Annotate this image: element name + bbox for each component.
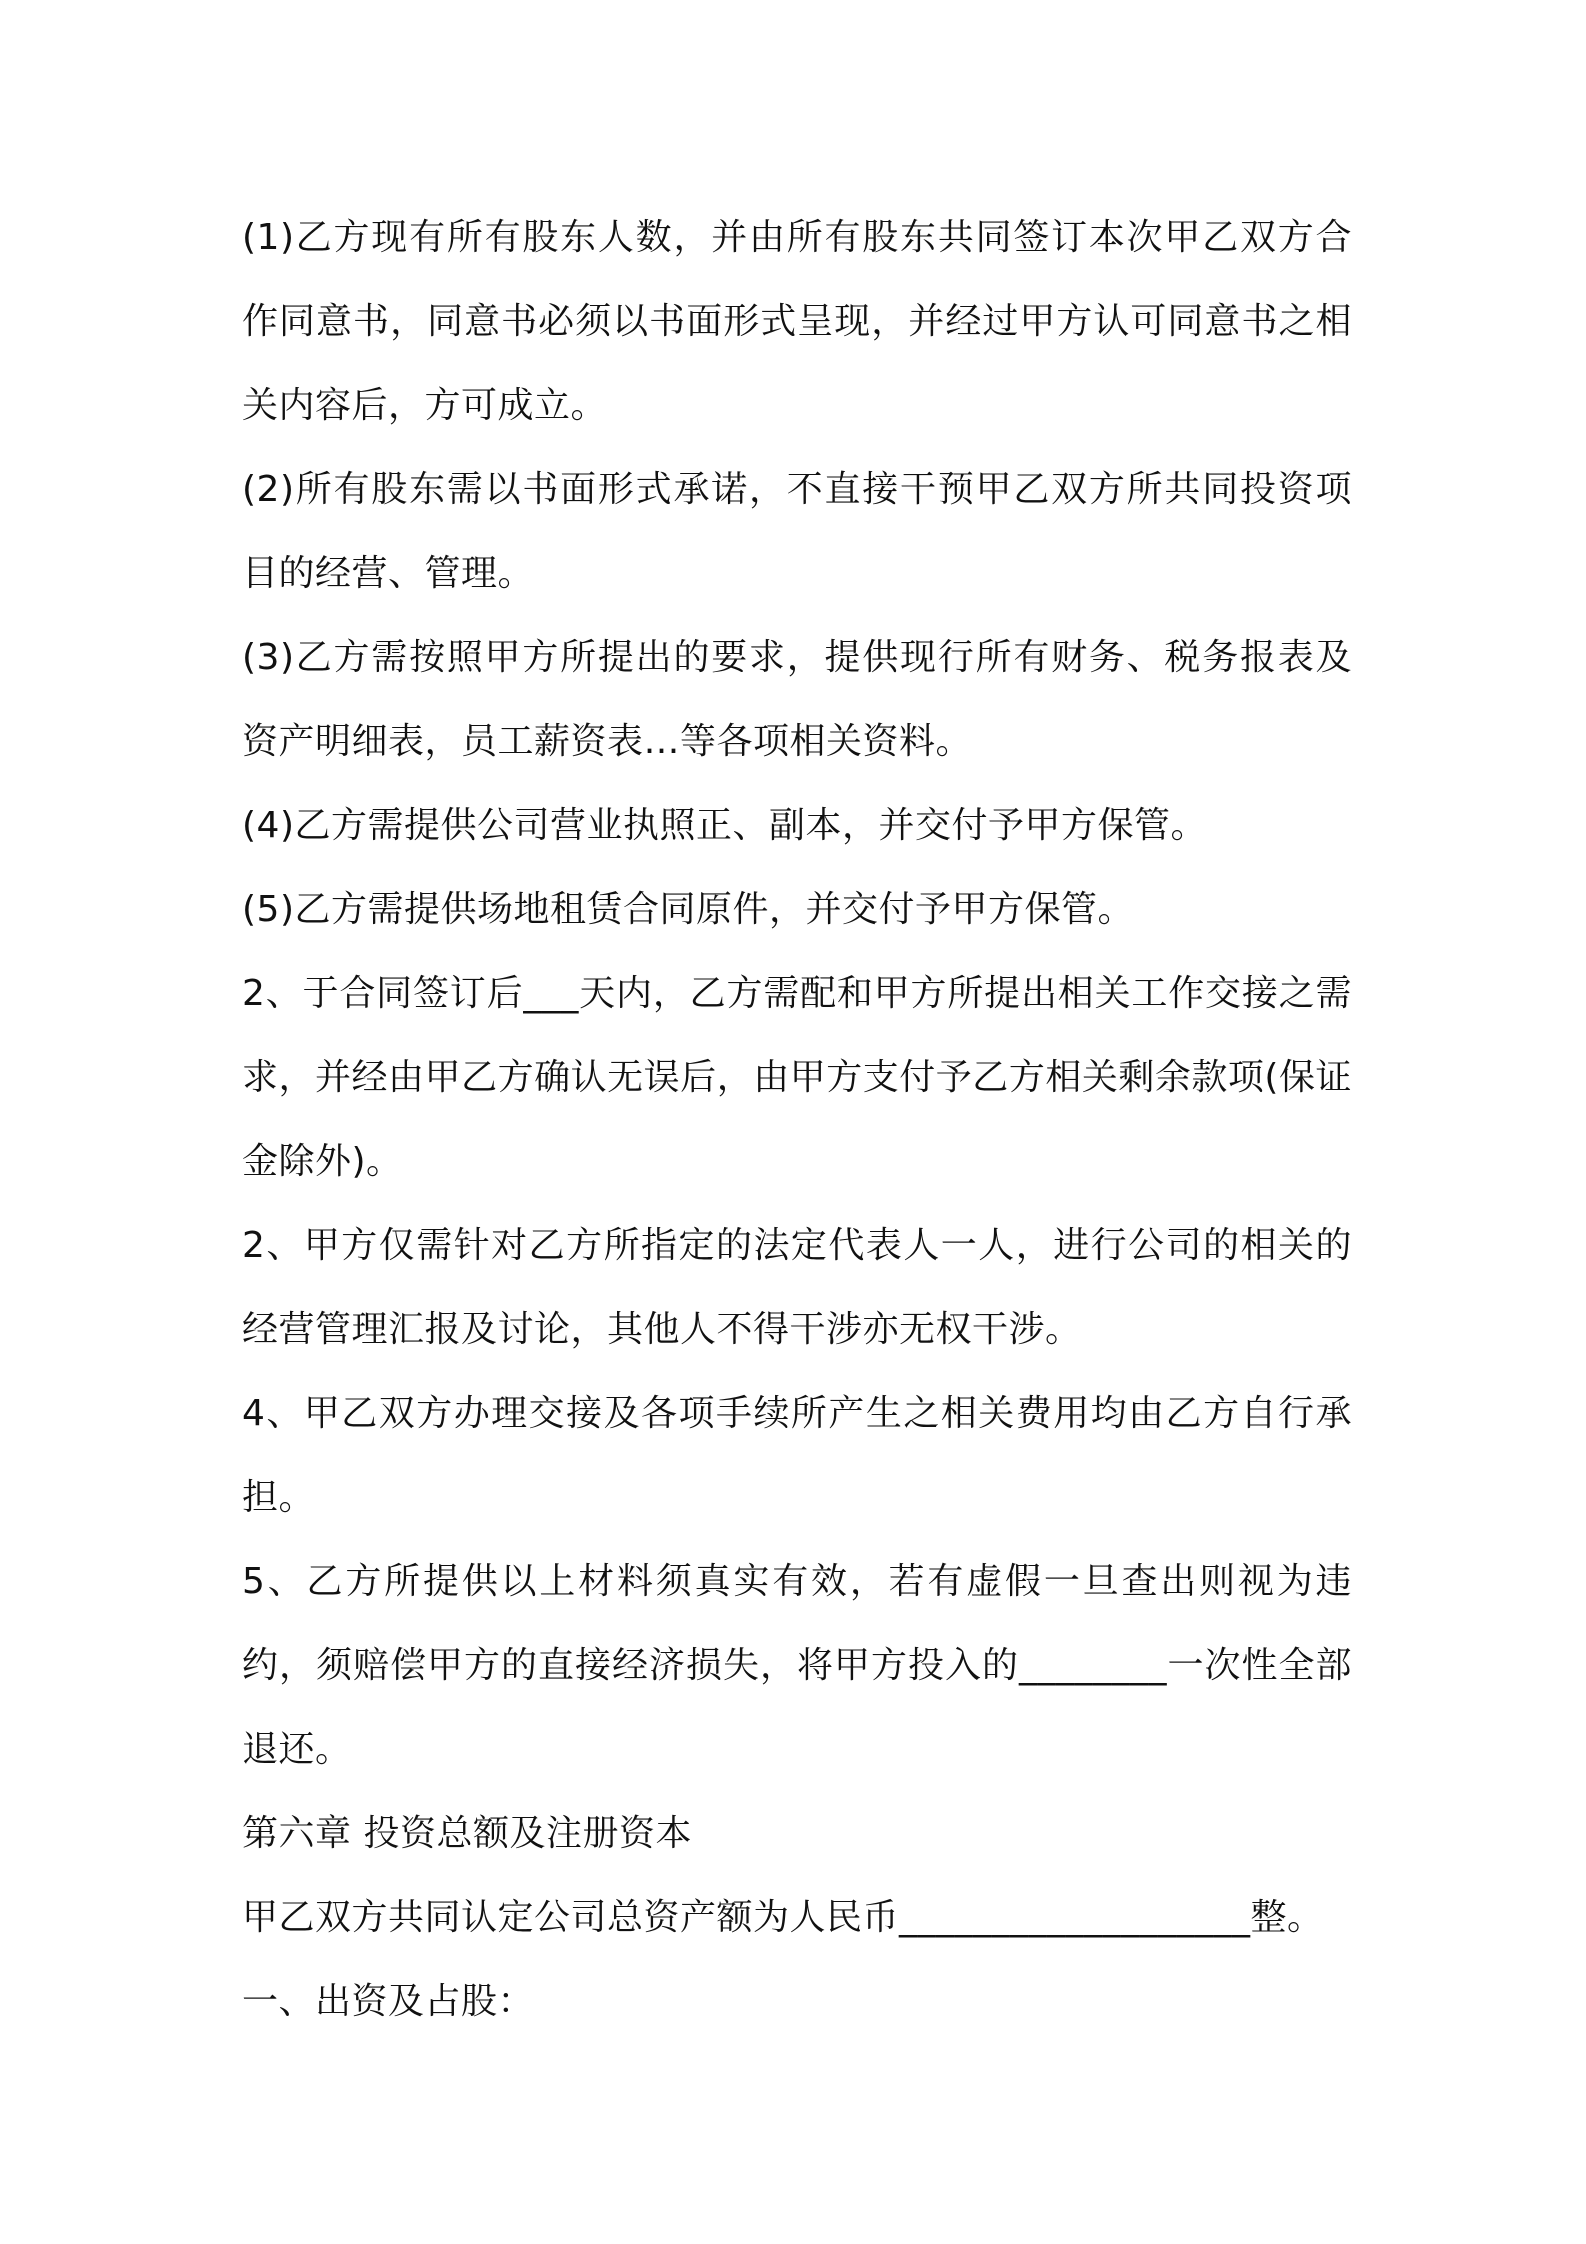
paragraph-shareholder-commitment: (2)所有股东需以书面形式承诺，不直接干预甲乙双方所共同投资项目的经营、管理。 [242,469,1352,594]
paragraph-material-authenticity: 5、乙方所提供以上材料须真实有效，若有虚假一旦查出则视为违约，须赔偿甲方的直接经济损失，将甲方投入的________一次性全部退还。 [242,1561,1352,1770]
paragraph-business-license: (4)乙方需提供公司营业执照正、副本，并交付予甲方保管。 [242,805,1207,846]
section-heading-capital-contribution: 一、出资及占股： [242,1981,535,2022]
paragraph-total-assets: 甲乙双方共同认定公司总资产额为人民币___________________整。 [242,1897,1324,1938]
document-body [242,196,1352,2044]
paragraph-handover-payment: 2、于合同签订后___天内，乙方需配和甲方所提出相关工作交接之需求，并经由甲乙方确认无误后，由甲方支付予乙方相关剩余款项(保证金除外)。 [242,973,1352,1182]
paragraph-lease-contract: (5)乙方需提供场地租赁合同原件，并交付予甲方保管。 [242,889,1134,930]
paragraph-shareholder-agreement: (1)乙方现有所有股东人数，并由所有股东共同签订本次甲乙双方合作同意书，同意书必须以书面形式呈现，并经过甲方认可同意书之相关内容后，方可成立。 [242,217,1352,426]
paragraph-financial-reports: (3)乙方需按照甲方所提出的要求，提供现行所有财务、税务报表及资产明细表，员工薪资表…等各项相关资料。 [242,637,1352,762]
chapter-heading: 第六章 投资总额及注册资本 [242,1813,692,1854]
paragraph-legal-representative: 2、甲方仅需针对乙方所指定的法定代表人一人，进行公司的相关的经营管理汇报及讨论，其他人不得干涉亦无权干涉。 [242,1225,1352,1350]
paragraph-handover-fees: 4、甲乙双方办理交接及各项手续所产生之相关费用均由乙方自行承担。 [242,1393,1352,1518]
